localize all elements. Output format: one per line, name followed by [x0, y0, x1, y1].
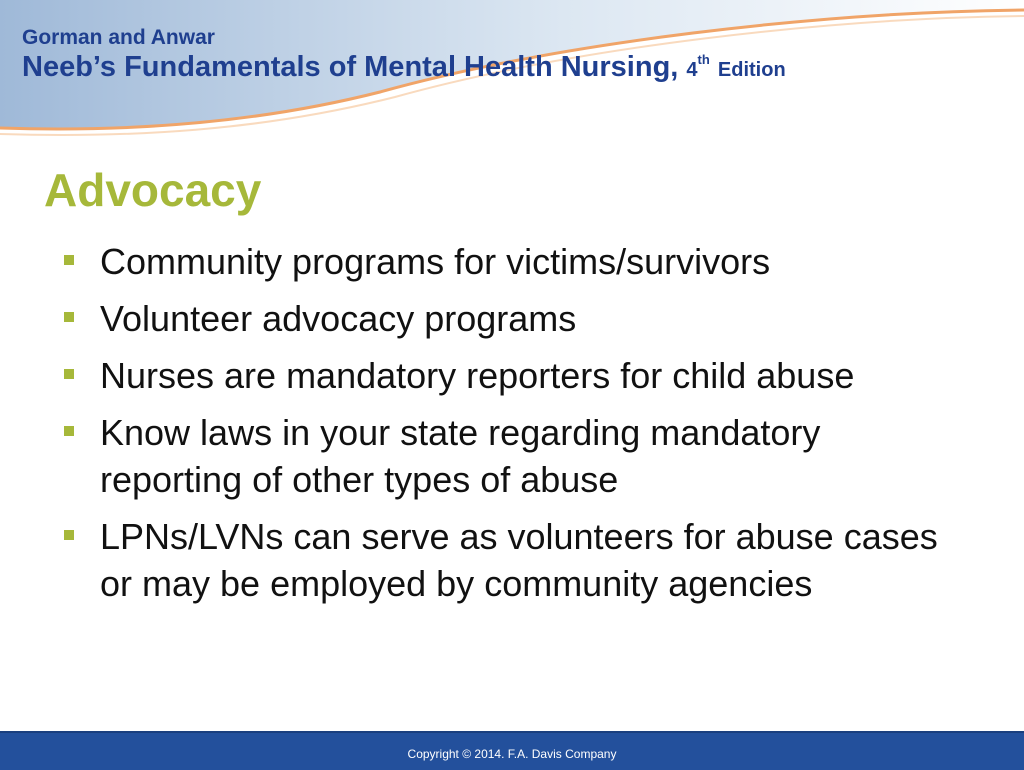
bullet-item: [62, 513, 962, 607]
bullet-text: Volunteer advocacy programs: [100, 298, 577, 339]
book-title-line: [22, 50, 786, 87]
bullet-text: Nurses are mandatory reporters for child abuse: [100, 355, 855, 396]
edition-number: 4: [686, 59, 698, 81]
bullet-item: [62, 295, 962, 342]
bullet-square-icon: [64, 530, 74, 540]
bullet-square-icon: [64, 312, 74, 322]
book-title: Neeb’s Fundamentals of Mental Health Nursing,: [22, 51, 679, 83]
slide-title: Advocacy: [44, 164, 262, 216]
bullet-text: Community programs for victims/survivors: [100, 241, 771, 282]
bullet-square-icon: [64, 369, 74, 379]
bullet-list: [62, 238, 962, 617]
author-line: Gorman and Anwar: [22, 26, 215, 49]
edition-suffix: th: [697, 52, 710, 67]
edition-label: Edition: [717, 59, 786, 81]
bullet-square-icon: [64, 255, 74, 265]
copyright-text: Copyright © 2014. F.A. Davis Company: [407, 747, 617, 761]
bullet-text: Know laws in your state regarding mandatory reporting of other types of abuse: [100, 412, 821, 500]
footer-bar: [0, 731, 1024, 770]
bullet-item: [62, 409, 962, 503]
bullet-item: [62, 238, 962, 285]
bullet-square-icon: [64, 426, 74, 436]
bullet-text: LPNs/LVNs can serve as volunteers for abuse cases or may be employed by community agencies: [100, 516, 938, 604]
header-block: [22, 26, 786, 87]
bullet-item: [62, 352, 962, 399]
